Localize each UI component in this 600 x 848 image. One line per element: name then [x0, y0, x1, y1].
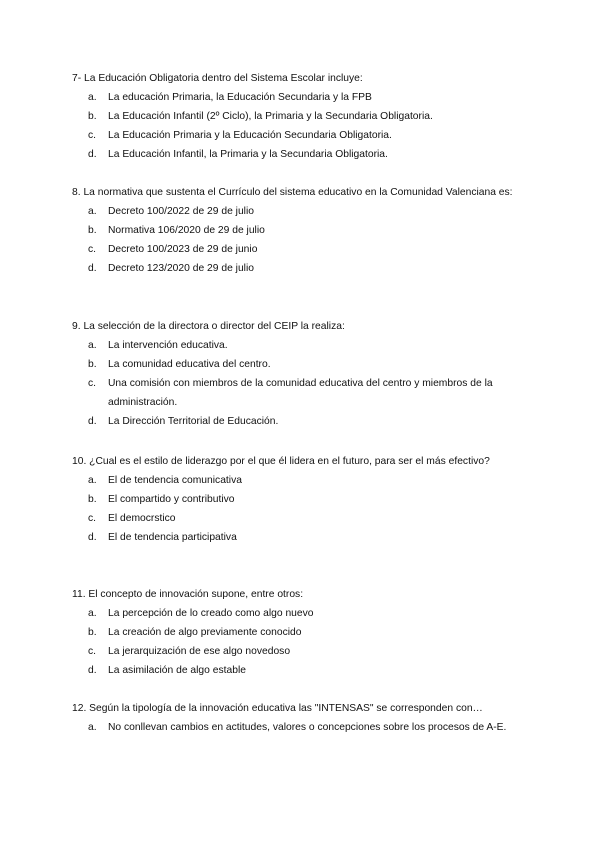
option-d: [72, 412, 532, 431]
option-letter: b.: [88, 627, 97, 638]
option-d: [72, 528, 532, 547]
option-text: El compartido y contributivo: [108, 494, 235, 505]
option-text: La comunidad educativa del centro.: [108, 359, 271, 370]
option-b: [72, 490, 532, 509]
question-text: 9. La selección de la directora o director del CEIP la realiza:: [72, 321, 345, 332]
option-b: [72, 355, 532, 374]
option-text: La Dirección Territorial de Educación.: [108, 416, 279, 427]
option-letter: c.: [88, 244, 97, 255]
option-d: [72, 145, 532, 164]
options-list: [72, 88, 532, 164]
option-letter: b.: [88, 111, 97, 122]
question-10: [72, 452, 532, 547]
option-a: [72, 471, 532, 490]
options-list: [72, 471, 532, 547]
option-text: La Educación Infantil (2º Ciclo), la Primaria y la Secundaria Obligatoria.: [108, 111, 433, 122]
option-letter: d.: [88, 149, 97, 160]
option-text: El de tendencia comunicativa: [108, 475, 242, 486]
option-letter: a.: [88, 206, 97, 217]
question-12: [72, 699, 532, 737]
option-letter: d.: [88, 416, 97, 427]
option-text: Decreto 100/2023 de 29 de junio: [108, 244, 258, 255]
option-d: [72, 259, 532, 278]
option-letter: c.: [88, 646, 97, 657]
option-text: El democrstico: [108, 513, 176, 524]
option-letter: c.: [88, 130, 97, 141]
option-text: La intervención educativa.: [108, 340, 228, 351]
option-text: La educación Primaria, la Educación Secundaria y la FPB: [108, 92, 372, 103]
option-letter: a.: [88, 475, 97, 486]
option-letter: b.: [88, 359, 97, 370]
question-text: 8. La normativa que sustenta el Currículo del sistema educativo en la Comunidad Valenciana es:: [72, 187, 513, 198]
question-11: [72, 585, 532, 680]
option-letter: d.: [88, 263, 97, 274]
option-a: [72, 604, 532, 623]
option-letter: c.: [88, 513, 97, 524]
option-c: [72, 374, 532, 412]
option-text: Una comisión con miembros de la comunidad educativa del centro y miembros de la administración.: [108, 378, 493, 408]
question-text: 11. El concepto de innovación supone, entre otros:: [72, 589, 304, 600]
option-b: [72, 221, 532, 240]
question-7: [72, 69, 532, 164]
question-text: 7- La Educación Obligatoria dentro del Sistema Escolar incluye:: [72, 73, 363, 84]
option-text: La asimilación de algo estable: [108, 665, 246, 676]
question-text: 12. Según la tipología de la innovación educativa las "INTENSAS" se corresponden con…: [72, 703, 483, 714]
option-letter: b.: [88, 225, 97, 236]
option-b: [72, 623, 532, 642]
option-text: La percepción de lo creado como algo nuevo: [108, 608, 314, 619]
option-c: [72, 642, 532, 661]
option-letter: a.: [88, 722, 97, 733]
option-c: [72, 509, 532, 528]
option-b: [72, 107, 532, 126]
option-text: La Educación Primaria y la Educación Secundaria Obligatoria.: [108, 130, 392, 141]
option-text: La jerarquización de ese algo novedoso: [108, 646, 291, 657]
option-text: Decreto 100/2022 de 29 de julio: [108, 206, 254, 217]
option-d: [72, 661, 532, 680]
options-list: [72, 202, 532, 278]
option-letter: d.: [88, 665, 97, 676]
option-text: No conllevan cambios en actitudes, valores o concepciones sobre los procesos de A-E.: [108, 722, 507, 733]
options-list: [72, 718, 532, 737]
option-letter: a.: [88, 608, 97, 619]
option-c: [72, 126, 532, 145]
question-9: [72, 317, 532, 431]
option-letter: c.: [88, 378, 97, 389]
options-list: [72, 604, 532, 680]
option-letter: a.: [88, 340, 97, 351]
option-letter: a.: [88, 92, 97, 103]
options-list: [72, 336, 532, 431]
option-text: Decreto 123/2020 de 29 de julio: [108, 263, 254, 274]
option-text: Normativa 106/2020 de 29 de julio: [108, 225, 265, 236]
question-text: 10. ¿Cual es el estilo de liderazgo por el que él lidera en el futuro, para ser el más efectivo?: [72, 456, 490, 467]
option-a: [72, 202, 532, 221]
option-letter: b.: [88, 494, 97, 505]
option-a: [72, 88, 532, 107]
option-letter: d.: [88, 532, 97, 543]
option-a: [72, 336, 532, 355]
option-c: [72, 240, 532, 259]
question-8: [72, 183, 532, 278]
option-a: [72, 718, 532, 737]
option-text: La creación de algo previamente conocido: [108, 627, 302, 638]
option-text: El de tendencia participativa: [108, 532, 237, 543]
option-text: La Educación Infantil, la Primaria y la Secundaria Obligatoria.: [108, 149, 388, 160]
